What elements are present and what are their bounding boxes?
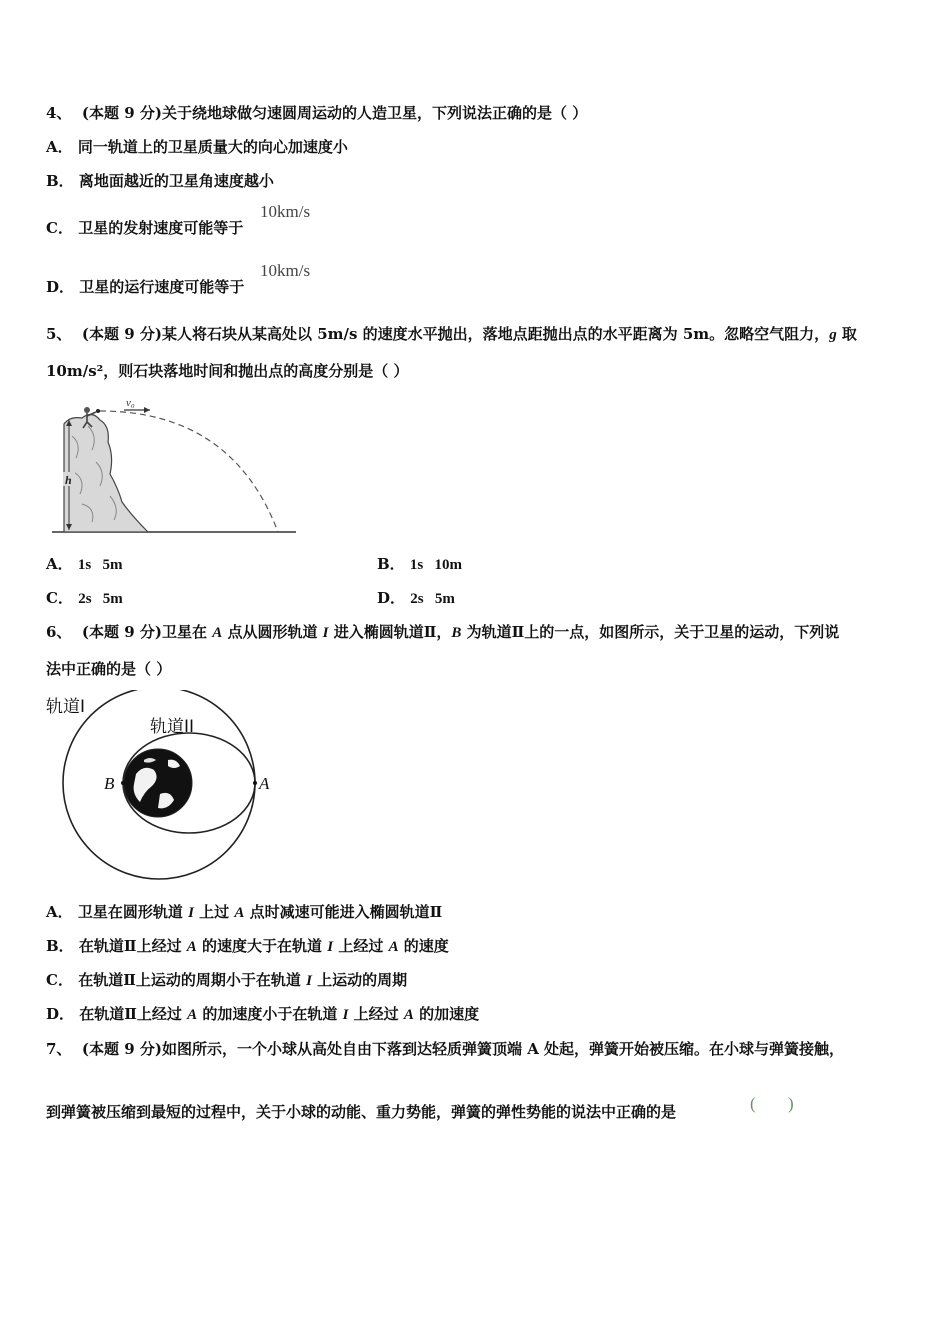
q4-option-d bbox=[46, 276, 244, 297]
q6-option-c bbox=[46, 969, 407, 990]
point-a-symbol: A bbox=[186, 939, 197, 955]
option-text: 1s 5m bbox=[77, 557, 123, 573]
orbit-i-label: 轨道I bbox=[46, 697, 86, 717]
q7-score-tag: (本题 9 分) bbox=[81, 1040, 162, 1058]
q6-stem-line2: 法中正确的是（ ） bbox=[46, 660, 172, 678]
option-text: 卫星的运行速度可能等于 bbox=[79, 278, 245, 296]
option-letter: C． bbox=[46, 219, 73, 237]
option-text: 同一轨道上的卫星质量大的向心加速度小 bbox=[77, 138, 348, 156]
option-text: 在轨道Ⅱ上经过 bbox=[78, 937, 187, 955]
point-a-symbol: A bbox=[212, 625, 223, 641]
orbit-figure bbox=[40, 690, 280, 890]
option-text: 点时减速可能进入椭圆轨道Ⅱ bbox=[244, 903, 443, 921]
q6-option-d bbox=[46, 1003, 479, 1024]
option-text: 上过 bbox=[193, 903, 235, 921]
option-letter: D． bbox=[377, 589, 406, 607]
orbit-ii-label: 轨道II bbox=[150, 717, 195, 737]
v0-label: v₀ bbox=[126, 397, 135, 409]
option-text: 的加速度 bbox=[413, 1005, 480, 1023]
q5-option-b bbox=[377, 553, 462, 574]
point-b-dot bbox=[121, 781, 125, 785]
option-letter: A． bbox=[46, 555, 73, 573]
orbit-i-symbol: I bbox=[306, 973, 312, 989]
q6-stem-line1 bbox=[46, 621, 839, 642]
option-text: 2s 5m bbox=[78, 591, 123, 607]
q7-stem-line1 bbox=[46, 1038, 844, 1059]
option-text: 在轨道Ⅱ上经过 bbox=[79, 1005, 188, 1023]
option-letter: C． bbox=[46, 971, 73, 989]
q7-stem-text: 如图所示，一个小球从高处自由下落到达轻质弹簧顶端 A 处起，弹簧开始被压缩。在小球与弹簧接触， bbox=[161, 1040, 845, 1058]
option-letter: B． bbox=[46, 172, 74, 190]
option-text: 卫星的发射速度可能等于 bbox=[78, 219, 244, 237]
orbit-i-symbol: I bbox=[188, 905, 194, 921]
q4-score-tag: (本题 9 分) bbox=[81, 104, 162, 122]
option-letter: D． bbox=[46, 1005, 75, 1023]
point-a-symbol: A bbox=[234, 905, 245, 921]
h-label: h bbox=[65, 473, 72, 487]
option-text: 2s 5m bbox=[410, 591, 455, 607]
q6-option-b bbox=[46, 935, 449, 956]
option-letter: B． bbox=[377, 555, 405, 573]
cliff-projectile-figure bbox=[52, 396, 302, 538]
option-text: 的加速度小于在轨道 bbox=[197, 1005, 343, 1023]
q4-stem-text: 关于绕地球做匀速圆周运动的人造卫星，下列说法正确的是（ ） bbox=[161, 104, 588, 122]
orbit-i-symbol: I bbox=[322, 625, 329, 641]
point-a-dot bbox=[253, 781, 257, 785]
q5-stem-text-end: 取 bbox=[836, 325, 857, 343]
q4-option-a bbox=[46, 136, 348, 157]
option-letter: A． bbox=[46, 138, 73, 156]
point-a-symbol: A bbox=[388, 939, 399, 955]
option-text: 的速度大于在轨道 bbox=[196, 937, 328, 955]
q5-stem-line1 bbox=[46, 323, 857, 344]
velocity-arrowhead bbox=[144, 407, 150, 413]
q6-number: 6、 bbox=[46, 623, 72, 641]
q7-answer-paren-right: ) bbox=[788, 1094, 794, 1113]
option-text: 离地面越近的卫星角速度越小 bbox=[78, 172, 274, 190]
q6-score-tag: (本题 9 分) bbox=[81, 623, 162, 641]
q5-number: 5、 bbox=[46, 325, 72, 343]
q6-option-a bbox=[46, 901, 442, 922]
q7-number: 7、 bbox=[46, 1040, 72, 1058]
q5-option-c bbox=[46, 587, 123, 608]
stone bbox=[96, 409, 100, 413]
q6-stem-text: 点从圆形轨道 bbox=[222, 623, 323, 641]
cliff bbox=[64, 414, 148, 532]
point-a-symbol: A bbox=[187, 1007, 198, 1023]
earth bbox=[124, 749, 192, 817]
orbit-i-symbol: I bbox=[342, 1007, 349, 1023]
q4-number: 4、 bbox=[46, 104, 72, 122]
option-text: 在轨道Ⅱ上运动的周期小于在轨道 bbox=[78, 971, 307, 989]
point-a-symbol: A bbox=[403, 1007, 414, 1023]
q6-stem-text: 为轨道Ⅱ上的一点，如图所示，关于卫星的运动，下列说 bbox=[461, 623, 840, 641]
q7-stem-line2: 到弹簧被压缩到最短的过程中，关于小球的动能、重力势能，弹簧的弹性势能的说法中正确的是 bbox=[46, 1103, 677, 1121]
option-text: 上经过 bbox=[348, 1005, 404, 1023]
person-head bbox=[84, 407, 90, 413]
q6-stem-text: 卫星在 bbox=[161, 623, 213, 641]
option-text: 上运动的周期 bbox=[311, 971, 408, 989]
q5-option-a bbox=[46, 553, 122, 574]
point-a-label: A bbox=[259, 774, 270, 793]
orbit-i-symbol: I bbox=[327, 939, 334, 955]
q5-option-d bbox=[377, 587, 455, 608]
q4-option-c-value: 10km/s bbox=[260, 202, 311, 221]
q4-option-c bbox=[46, 217, 243, 238]
option-letter: B． bbox=[46, 937, 74, 955]
q7-answer-paren-left: ( bbox=[750, 1094, 756, 1113]
option-letter: C． bbox=[46, 589, 73, 607]
point-b-symbol: B bbox=[451, 625, 462, 641]
q5-score-tag: (本题 9 分) bbox=[81, 325, 162, 343]
q4-option-d-value: 10km/s bbox=[260, 261, 311, 280]
q6-stem-text: 进入椭圆轨道Ⅱ， bbox=[328, 623, 452, 641]
q5-stem-text: 某人将石块从某高处以 5m/s 的速度水平抛出，落地点距抛出点的水平距离为 5m。忽略空气阻力， bbox=[161, 325, 830, 343]
option-text: 1s 10m bbox=[409, 557, 463, 573]
option-text: 卫星在圆形轨道 bbox=[77, 903, 189, 921]
q4-option-b bbox=[46, 170, 274, 191]
option-letter: A． bbox=[46, 903, 73, 921]
point-b-label: B bbox=[104, 774, 115, 793]
q4-stem bbox=[46, 102, 587, 123]
option-text: 上经过 bbox=[333, 937, 389, 955]
g-symbol: g bbox=[829, 327, 837, 343]
option-letter: D． bbox=[46, 278, 75, 296]
q5-stem-line2: 10m/s²，则石块落地时间和抛出点的高度分别是（ ） bbox=[46, 362, 409, 380]
option-text: 的速度 bbox=[398, 937, 449, 955]
